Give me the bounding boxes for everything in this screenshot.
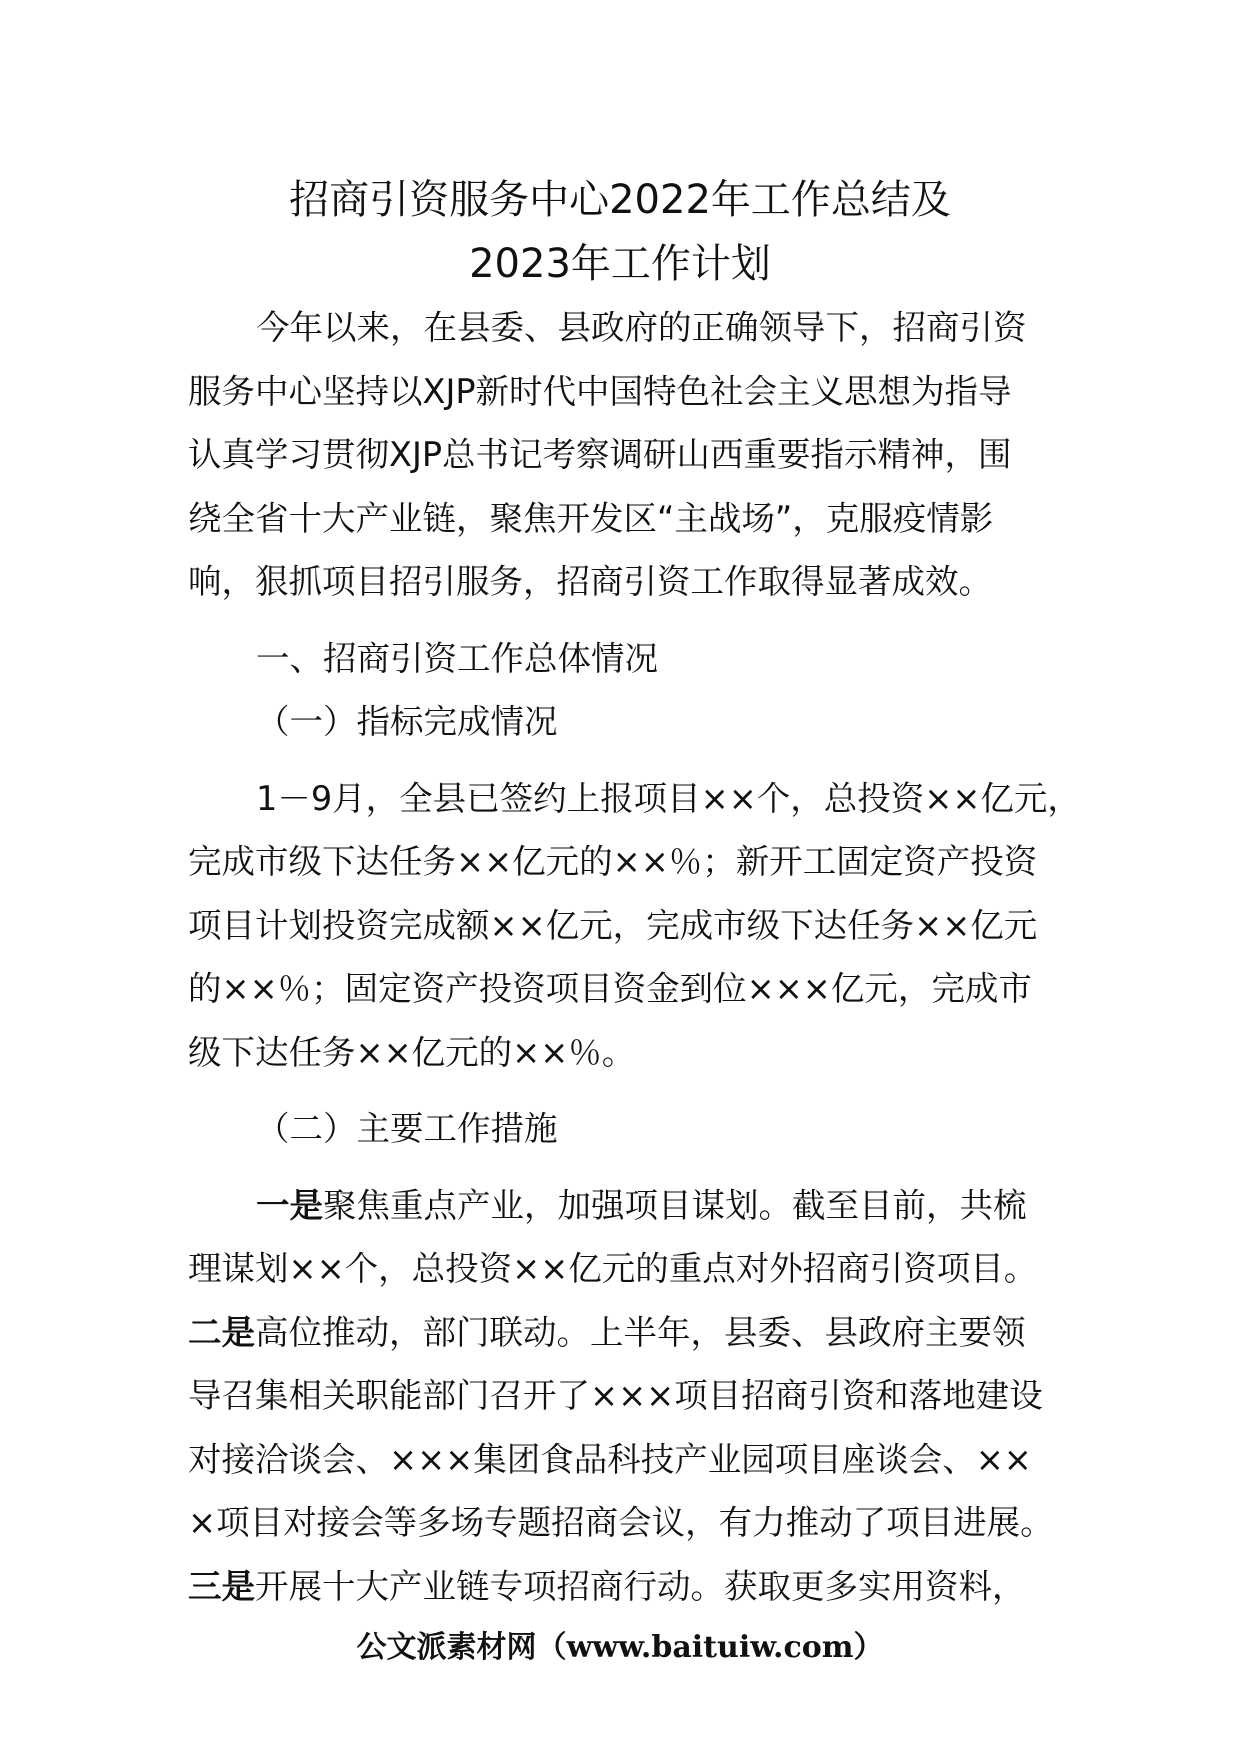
intro-line: 服务中心坚持以XJP新时代中国特色社会主义思想为指导	[188, 371, 1012, 411]
measure-2-line: 导召集相关职能部门召开了×××项目招商引资和落地建设	[188, 1376, 1043, 1415]
footer-source: 公文派素材网（www.baituiw.com）	[356, 1630, 884, 1665]
subsection-2-heading: （二）主要工作措施	[256, 1109, 558, 1148]
subsection-1-text-line: 的××％；固定资产投资项目资金到位×××亿元，完成市	[188, 969, 1032, 1008]
measure-3-line-1	[188, 1555, 1058, 1619]
measure-1-line-1	[188, 1174, 1058, 1238]
document-body	[188, 296, 1081, 1618]
subsection-1-heading: （一）指标完成情况	[256, 702, 558, 741]
measure-2-label: 二是	[188, 1312, 255, 1352]
measure-2-line: 对接洽谈会、×××集团食品科技产业园项目座谈会、××	[188, 1439, 1032, 1479]
subsection-1-text-line: 完成市级下达任务××亿元的××％；新开工固定资产投资	[188, 842, 1038, 881]
measure-2-text: 高位推动，部门联动。上半年，县委、县政府主要领	[255, 1312, 1026, 1352]
measure-1-text: 聚焦重点产业，加强项目谋划。截至目前，共梳	[323, 1185, 1027, 1225]
intro-line: 绕全省十大产业链，聚焦开发区“主战场”，克服疫情影	[188, 498, 994, 538]
intro-line: 今年以来，在县委、县政府的正确领导下，招商引资	[256, 308, 1027, 347]
intro-line: 认真学习贯彻XJP总书记考察调研山西重要指示精神，围	[188, 435, 1012, 474]
document-title-line-1: 招商引资服务中心2022年工作总结及	[289, 177, 951, 223]
document-title-line-2: 2023年工作计划	[469, 241, 771, 287]
subsection-1-text-line: 项目计划投资完成额××亿元，完成市级下达任务××亿元	[188, 905, 1038, 945]
measure-2-line-1	[188, 1301, 1058, 1365]
measure-3-label: 三是	[188, 1566, 255, 1606]
measure-2-line: ×项目对接会等多场专题招商会议，有力推动了项目进展。	[188, 1503, 1054, 1542]
subsection-1-text-line: 级下达任务××亿元的××％。	[188, 1032, 636, 1072]
measure-3-text: 开展十大产业链专项招商行动。获取更多实用资料，	[255, 1566, 1026, 1606]
measure-1-label: 一是	[256, 1185, 323, 1225]
section-1-heading: 一、招商引资工作总体情况	[256, 638, 658, 678]
subsection-1-text-line: 1－9月，全县已签约上报项目××个，总投资××亿元，	[256, 778, 1081, 818]
intro-line: 响，狠抓项目招引服务，招商引资工作取得显著成效。	[188, 562, 992, 601]
measure-1-line-2: 理谋划××个，总投资××亿元的重点对外招商引资项目。	[188, 1249, 1038, 1288]
